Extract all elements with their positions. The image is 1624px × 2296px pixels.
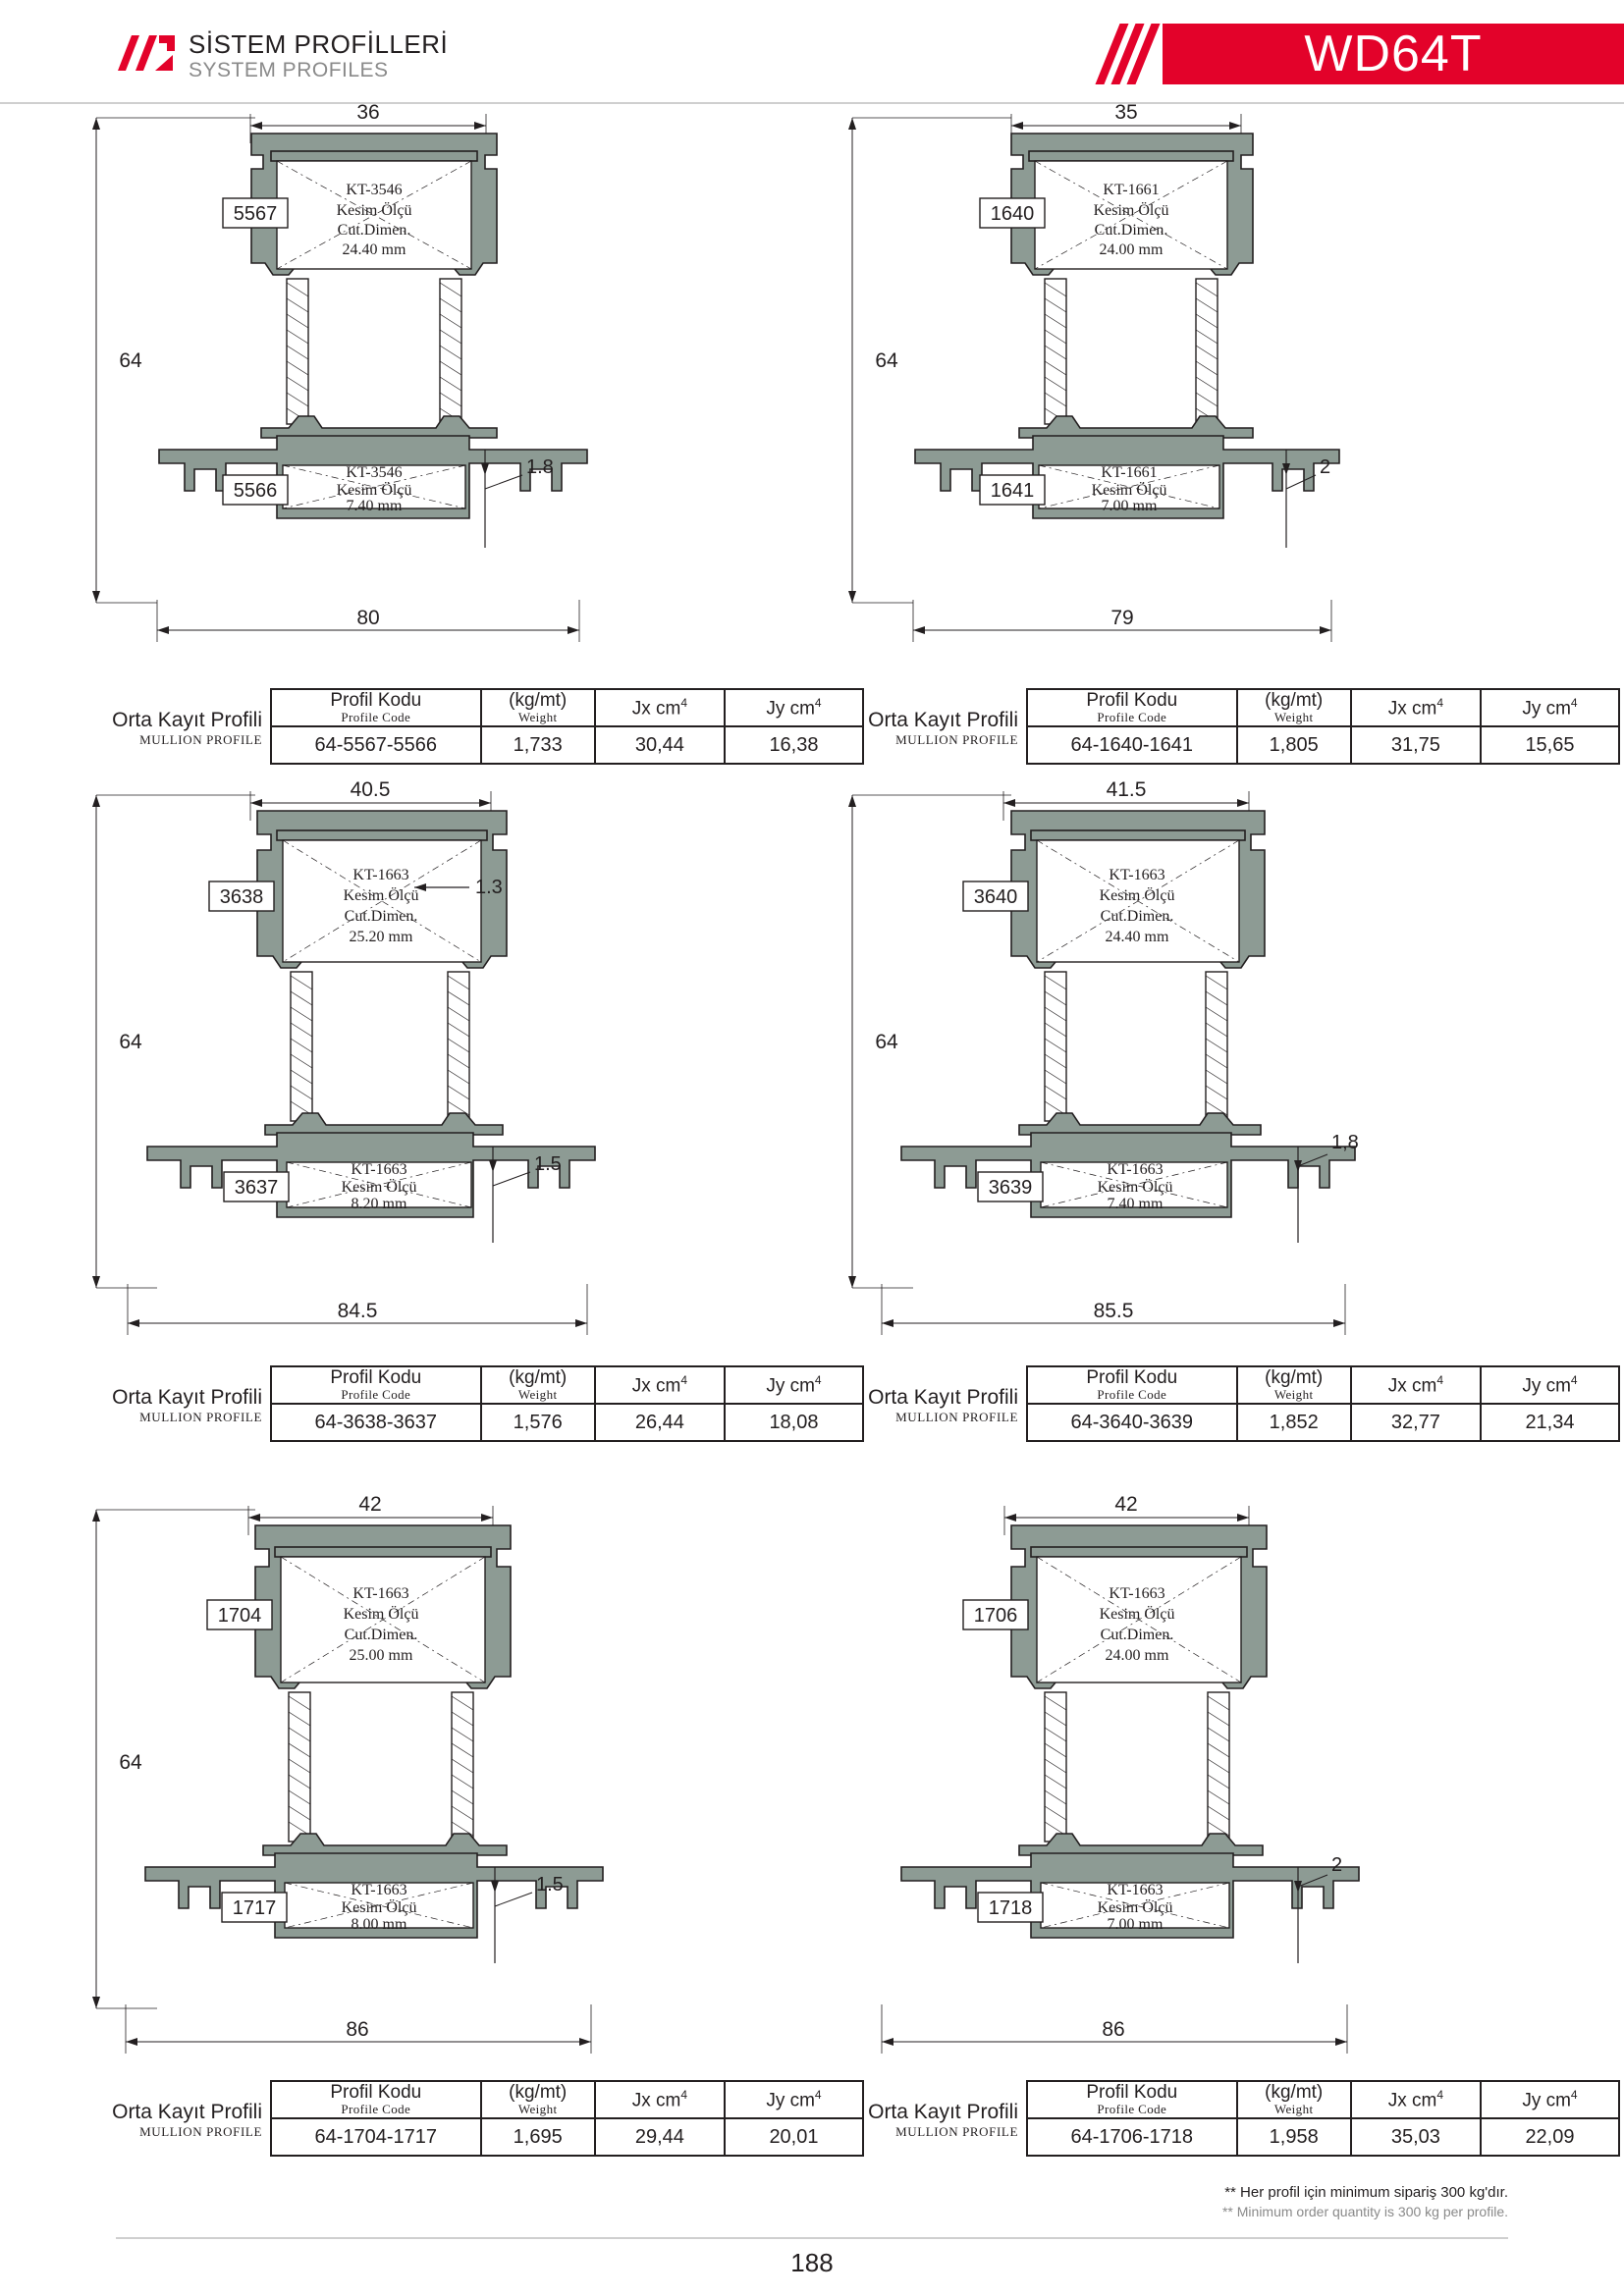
spec-col-code bbox=[272, 2082, 482, 2155]
brand-name-en: SYSTEM PROFILES bbox=[189, 59, 389, 82]
svg-text:Cut.Dimen.: Cut.Dimen. bbox=[1094, 222, 1168, 239]
spec-head-code-en: Profile Code bbox=[341, 1387, 411, 1403]
svg-text:25.20 mm: 25.20 mm bbox=[349, 929, 413, 945]
spec-col-weight bbox=[482, 1367, 596, 1440]
spec-col-jy bbox=[1482, 690, 1618, 763]
svg-text:Kesim Ölçü: Kesim Ölçü bbox=[336, 202, 412, 219]
spec-head-code-tr: Profil Kodu bbox=[330, 1367, 422, 1389]
svg-text:Cut.Dimen.: Cut.Dimen. bbox=[337, 222, 411, 239]
svg-text:KT-1663: KT-1663 bbox=[1109, 867, 1165, 883]
svg-text:36: 36 bbox=[356, 104, 380, 124]
svg-text:24.00 mm: 24.00 mm bbox=[1099, 241, 1164, 258]
spec-value-jx: 32,77 bbox=[1390, 1411, 1440, 1433]
svg-text:KT-1661: KT-1661 bbox=[1103, 182, 1160, 198]
svg-text:3638: 3638 bbox=[219, 886, 264, 908]
spec-head-jy: Jy cm bbox=[1522, 1375, 1571, 1397]
spec-value-jx: 30,44 bbox=[634, 733, 684, 756]
spec-value-weight: 1,695 bbox=[513, 2125, 563, 2148]
spec-value-code: 64-1704-1717 bbox=[314, 2125, 438, 2148]
spec-table bbox=[112, 688, 864, 765]
title-slashes-decoration bbox=[1104, 24, 1163, 84]
profile-card-5567-5566 bbox=[69, 104, 835, 806]
svg-text:Kesim Ölçü: Kesim Ölçü bbox=[343, 887, 419, 904]
page-header bbox=[0, 0, 1624, 104]
spec-table-title bbox=[71, 690, 272, 767]
svg-text:KT-1663: KT-1663 bbox=[352, 1585, 409, 1602]
svg-text:Kesim Ölçü: Kesim Ölçü bbox=[1091, 482, 1167, 499]
svg-text:8.20 mm: 8.20 mm bbox=[351, 1196, 407, 1212]
spec-head-jx-exp: 4 bbox=[1436, 2087, 1444, 2102]
spec-head-weight-en: Weight bbox=[1273, 2102, 1314, 2117]
svg-text:80: 80 bbox=[356, 607, 380, 629]
spec-col-jy bbox=[1482, 2082, 1618, 2155]
brand-name-tr: SİSTEM PROFİLLERİ bbox=[189, 29, 449, 59]
profile-drawing bbox=[825, 1496, 1591, 2085]
spec-title-tr: Orta Kayıt Profili bbox=[112, 2101, 262, 2123]
spec-head-jx: Jx cm bbox=[631, 1375, 681, 1397]
svg-text:Cut.Dimen.: Cut.Dimen. bbox=[344, 908, 418, 925]
spec-head-weight-en: Weight bbox=[1273, 710, 1314, 725]
spec-table-title bbox=[71, 1367, 272, 1444]
spec-head-weight-en: Weight bbox=[517, 1387, 558, 1403]
svg-text:64: 64 bbox=[875, 349, 898, 372]
profile-drawing bbox=[69, 781, 835, 1370]
profile-drawing bbox=[825, 781, 1591, 1370]
svg-text:8.00 mm: 8.00 mm bbox=[351, 1916, 407, 1933]
spec-head-code-tr: Profil Kodu bbox=[330, 2082, 422, 2104]
spec-title-tr: Orta Kayıt Profili bbox=[112, 1386, 262, 1409]
spec-value-jy: 21,34 bbox=[1525, 1411, 1575, 1433]
svg-text:24.40 mm: 24.40 mm bbox=[342, 241, 406, 258]
spec-head-code-en: Profile Code bbox=[341, 2102, 411, 2117]
spec-head-jy: Jy cm bbox=[1522, 698, 1571, 720]
svg-text:5566: 5566 bbox=[233, 480, 278, 502]
spec-value-jx: 31,75 bbox=[1390, 733, 1440, 756]
profile-card-1704-1717 bbox=[69, 1496, 835, 2198]
spec-table bbox=[112, 1365, 864, 1442]
svg-text:KT-3546: KT-3546 bbox=[346, 464, 403, 481]
svg-text:Kesim Ölçü: Kesim Ölçü bbox=[1097, 1179, 1173, 1196]
spec-head-weight-tr: (kg/mt) bbox=[509, 690, 568, 712]
spec-table bbox=[868, 2080, 1620, 2157]
spec-title-en: MULLION PROFILE bbox=[895, 1410, 1018, 1424]
spec-table-title bbox=[827, 2082, 1028, 2159]
spec-table-title bbox=[827, 690, 1028, 767]
svg-text:7.40 mm: 7.40 mm bbox=[346, 498, 403, 514]
spec-value-weight: 1,733 bbox=[513, 733, 563, 756]
spec-col-jx bbox=[1352, 1367, 1482, 1440]
spec-head-weight-tr: (kg/mt) bbox=[509, 1367, 568, 1389]
svg-text:85.5: 85.5 bbox=[1093, 1300, 1134, 1322]
angled-arrow-logo-icon bbox=[116, 31, 177, 77]
svg-text:1704: 1704 bbox=[217, 1605, 262, 1627]
spec-head-jy-exp: 4 bbox=[814, 1372, 822, 1387]
svg-text:KT-1663: KT-1663 bbox=[351, 1882, 407, 1898]
spec-value-jy: 22,09 bbox=[1525, 2125, 1575, 2148]
spec-col-jx bbox=[596, 690, 726, 763]
spec-value-weight: 1,852 bbox=[1269, 1411, 1319, 1433]
svg-text:40.5: 40.5 bbox=[350, 781, 391, 801]
spec-col-jx bbox=[596, 1367, 726, 1440]
spec-head-jy-exp: 4 bbox=[814, 695, 822, 710]
spec-col-jx bbox=[596, 2082, 726, 2155]
spec-title-tr: Orta Kayıt Profili bbox=[868, 2101, 1018, 2123]
svg-text:KT-1663: KT-1663 bbox=[1109, 1585, 1165, 1602]
spec-head-code-tr: Profil Kodu bbox=[1086, 2082, 1178, 2104]
svg-text:7.40 mm: 7.40 mm bbox=[1107, 1196, 1164, 1212]
profile-card-3640-3639 bbox=[825, 781, 1591, 1483]
spec-head-jy: Jy cm bbox=[766, 1375, 815, 1397]
spec-col-weight bbox=[482, 2082, 596, 2155]
spec-table-title bbox=[71, 2082, 272, 2159]
spec-value-code: 64-3638-3637 bbox=[314, 1411, 438, 1433]
system-title: WD64T bbox=[1304, 26, 1483, 82]
svg-text:5567: 5567 bbox=[233, 203, 278, 225]
svg-text:86: 86 bbox=[1102, 2018, 1125, 2041]
svg-text:Kesim Ölçü: Kesim Ölçü bbox=[1099, 887, 1175, 904]
note-en: ** Minimum order quantity is 300 kg per profile. bbox=[1221, 2204, 1508, 2219]
spec-col-weight bbox=[1238, 2082, 1352, 2155]
spec-title-tr: Orta Kayıt Profili bbox=[112, 709, 262, 731]
svg-text:64: 64 bbox=[875, 1031, 898, 1053]
spec-table bbox=[868, 688, 1620, 765]
page-number: 188 bbox=[790, 2248, 834, 2277]
spec-head-jx-exp: 4 bbox=[680, 2087, 688, 2102]
spec-head-jy-exp: 4 bbox=[814, 2087, 822, 2102]
spec-value-weight: 1,958 bbox=[1269, 2125, 1319, 2148]
spec-head-jx-exp: 4 bbox=[680, 1372, 688, 1387]
spec-value-code: 64-5567-5566 bbox=[314, 733, 438, 756]
spec-value-weight: 1,576 bbox=[513, 1411, 563, 1433]
spec-title-en: MULLION PROFILE bbox=[139, 1410, 262, 1424]
spec-head-code-en: Profile Code bbox=[1097, 710, 1167, 725]
svg-text:3637: 3637 bbox=[234, 1177, 279, 1199]
spec-col-jy bbox=[1482, 1367, 1618, 1440]
svg-text:Cut.Dimen.: Cut.Dimen. bbox=[344, 1627, 418, 1643]
spec-head-jy: Jy cm bbox=[1522, 2090, 1571, 2111]
spec-head-weight-tr: (kg/mt) bbox=[1265, 690, 1324, 712]
svg-text:1,8: 1,8 bbox=[1331, 1132, 1359, 1153]
spec-col-weight bbox=[482, 690, 596, 763]
spec-head-jy: Jy cm bbox=[766, 698, 815, 720]
minimum-order-note bbox=[1222, 2184, 1508, 2219]
spec-value-jy: 15,65 bbox=[1525, 733, 1575, 756]
spec-head-code-tr: Profil Kodu bbox=[1086, 690, 1178, 712]
spec-title-en: MULLION PROFILE bbox=[139, 2124, 262, 2139]
svg-text:Cut.Dimen.: Cut.Dimen. bbox=[1100, 1627, 1174, 1643]
svg-text:64: 64 bbox=[119, 349, 142, 372]
spec-title-tr: Orta Kayıt Profili bbox=[868, 709, 1018, 731]
spec-head-jx-exp: 4 bbox=[680, 695, 688, 710]
spec-table bbox=[868, 1365, 1620, 1442]
svg-text:1.8: 1.8 bbox=[526, 456, 554, 478]
spec-title-en: MULLION PROFILE bbox=[895, 2124, 1018, 2139]
spec-head-code-tr: Profil Kodu bbox=[1086, 1367, 1178, 1389]
svg-text:Kesim Ölçü: Kesim Ölçü bbox=[341, 1179, 417, 1196]
spec-col-code bbox=[1028, 1367, 1238, 1440]
svg-text:7.00 mm: 7.00 mm bbox=[1101, 498, 1158, 514]
svg-text:1706: 1706 bbox=[973, 1605, 1018, 1627]
spec-head-jy: Jy cm bbox=[766, 2090, 815, 2111]
spec-col-weight bbox=[1238, 1367, 1352, 1440]
svg-text:1.3: 1.3 bbox=[475, 877, 503, 898]
spec-head-jx-exp: 4 bbox=[1436, 695, 1444, 710]
profile-card-1640-1641 bbox=[825, 104, 1591, 806]
svg-text:Kesim Ölçü: Kesim Ölçü bbox=[1093, 202, 1169, 219]
profile-drawing bbox=[825, 104, 1591, 693]
svg-text:84.5: 84.5 bbox=[337, 1300, 378, 1322]
svg-text:35: 35 bbox=[1114, 104, 1138, 124]
spec-head-jy-exp: 4 bbox=[1570, 1372, 1578, 1387]
svg-text:42: 42 bbox=[1114, 1496, 1138, 1516]
spec-head-code-en: Profile Code bbox=[1097, 1387, 1167, 1403]
svg-text:64: 64 bbox=[119, 1031, 142, 1053]
spec-head-jx: Jx cm bbox=[631, 698, 681, 720]
note-tr: ** Her profil için minimum sipariş 300 kg'dır. bbox=[1224, 2184, 1508, 2201]
svg-text:25.00 mm: 25.00 mm bbox=[349, 1647, 413, 1664]
spec-col-code bbox=[272, 690, 482, 763]
svg-text:KT-1663: KT-1663 bbox=[351, 1161, 407, 1178]
svg-text:7.00 mm: 7.00 mm bbox=[1107, 1916, 1164, 1933]
svg-text:42: 42 bbox=[358, 1496, 382, 1516]
profile-drawing bbox=[69, 1496, 835, 2085]
svg-text:24.00 mm: 24.00 mm bbox=[1105, 1647, 1169, 1664]
svg-text:1.5: 1.5 bbox=[536, 1874, 564, 1896]
spec-head-weight-tr: (kg/mt) bbox=[1265, 1367, 1324, 1389]
svg-text:Kesim Ölçü: Kesim Ölçü bbox=[336, 482, 412, 499]
svg-text:2: 2 bbox=[1320, 456, 1331, 478]
svg-text:2: 2 bbox=[1331, 1854, 1343, 1876]
spec-head-jy-exp: 4 bbox=[1570, 695, 1578, 710]
spec-col-code bbox=[272, 1367, 482, 1440]
spec-head-jx: Jx cm bbox=[1387, 1375, 1437, 1397]
profile-card-1706-1718 bbox=[825, 1496, 1591, 2198]
svg-text:KT-3546: KT-3546 bbox=[346, 182, 403, 198]
spec-head-weight-en: Weight bbox=[517, 2102, 558, 2117]
spec-title-en: MULLION PROFILE bbox=[895, 732, 1018, 747]
profile-drawing bbox=[69, 104, 835, 693]
spec-value-weight: 1,805 bbox=[1269, 733, 1319, 756]
spec-head-jy-exp: 4 bbox=[1570, 2087, 1578, 2102]
spec-col-code bbox=[1028, 2082, 1238, 2155]
spec-value-code: 64-1706-1718 bbox=[1070, 2125, 1194, 2148]
spec-table-title bbox=[827, 1367, 1028, 1444]
spec-head-weight-en: Weight bbox=[1273, 1387, 1314, 1403]
spec-value-code: 64-1640-1641 bbox=[1070, 733, 1194, 756]
svg-text:Kesim Ölçü: Kesim Ölçü bbox=[1097, 1899, 1173, 1916]
brand-logo bbox=[116, 31, 448, 82]
svg-text:24.40 mm: 24.40 mm bbox=[1105, 929, 1169, 945]
svg-text:Kesim Ölçü: Kesim Ölçü bbox=[341, 1899, 417, 1916]
spec-value-code: 64-3640-3639 bbox=[1070, 1411, 1194, 1433]
svg-text:3640: 3640 bbox=[973, 886, 1018, 908]
spec-col-weight bbox=[1238, 690, 1352, 763]
spec-value-jy: 20,01 bbox=[769, 2125, 819, 2148]
spec-title-en: MULLION PROFILE bbox=[139, 732, 262, 747]
svg-text:1.5: 1.5 bbox=[534, 1153, 562, 1175]
spec-value-jx: 29,44 bbox=[634, 2125, 684, 2148]
svg-text:41.5: 41.5 bbox=[1106, 781, 1147, 801]
footer-divider bbox=[116, 2237, 1508, 2239]
svg-text:1640: 1640 bbox=[990, 203, 1035, 225]
profile-sheet bbox=[0, 104, 1624, 2205]
svg-text:1718: 1718 bbox=[988, 1897, 1033, 1919]
spec-head-jx: Jx cm bbox=[1387, 698, 1437, 720]
profile-card-3638-3637 bbox=[69, 781, 835, 1483]
spec-head-weight-tr: (kg/mt) bbox=[509, 2082, 568, 2104]
svg-text:KT-1661: KT-1661 bbox=[1101, 464, 1158, 481]
svg-text:Cut.Dimen.: Cut.Dimen. bbox=[1100, 908, 1174, 925]
spec-head-jx: Jx cm bbox=[631, 2090, 681, 2111]
spec-value-jx: 35,03 bbox=[1390, 2125, 1440, 2148]
spec-head-weight-tr: (kg/mt) bbox=[1265, 2082, 1324, 2104]
spec-col-jx bbox=[1352, 690, 1482, 763]
spec-head-jx-exp: 4 bbox=[1436, 1372, 1444, 1387]
spec-title-tr: Orta Kayıt Profili bbox=[868, 1386, 1018, 1409]
svg-text:KT-1663: KT-1663 bbox=[1107, 1161, 1164, 1178]
svg-text:KT-1663: KT-1663 bbox=[1107, 1882, 1164, 1898]
svg-text:79: 79 bbox=[1110, 607, 1134, 629]
svg-text:1641: 1641 bbox=[990, 480, 1035, 502]
spec-head-jx: Jx cm bbox=[1387, 2090, 1437, 2111]
spec-col-code bbox=[1028, 690, 1238, 763]
spec-table bbox=[112, 2080, 864, 2157]
svg-text:Kesim Ölçü: Kesim Ölçü bbox=[1099, 1606, 1175, 1623]
spec-value-jy: 16,38 bbox=[769, 733, 819, 756]
system-title-banner bbox=[1163, 24, 1624, 84]
spec-value-jy: 18,08 bbox=[769, 1411, 819, 1433]
spec-head-weight-en: Weight bbox=[517, 710, 558, 725]
spec-head-code-en: Profile Code bbox=[1097, 2102, 1167, 2117]
spec-head-code-tr: Profil Kodu bbox=[330, 690, 422, 712]
svg-text:KT-1663: KT-1663 bbox=[352, 867, 409, 883]
spec-col-jx bbox=[1352, 2082, 1482, 2155]
svg-text:1717: 1717 bbox=[232, 1897, 277, 1919]
svg-text:86: 86 bbox=[346, 2018, 369, 2041]
spec-value-jx: 26,44 bbox=[634, 1411, 684, 1433]
svg-text:3639: 3639 bbox=[988, 1177, 1033, 1199]
svg-text:64: 64 bbox=[119, 1751, 142, 1774]
svg-text:Kesim Ölçü: Kesim Ölçü bbox=[343, 1606, 419, 1623]
spec-head-code-en: Profile Code bbox=[341, 710, 411, 725]
